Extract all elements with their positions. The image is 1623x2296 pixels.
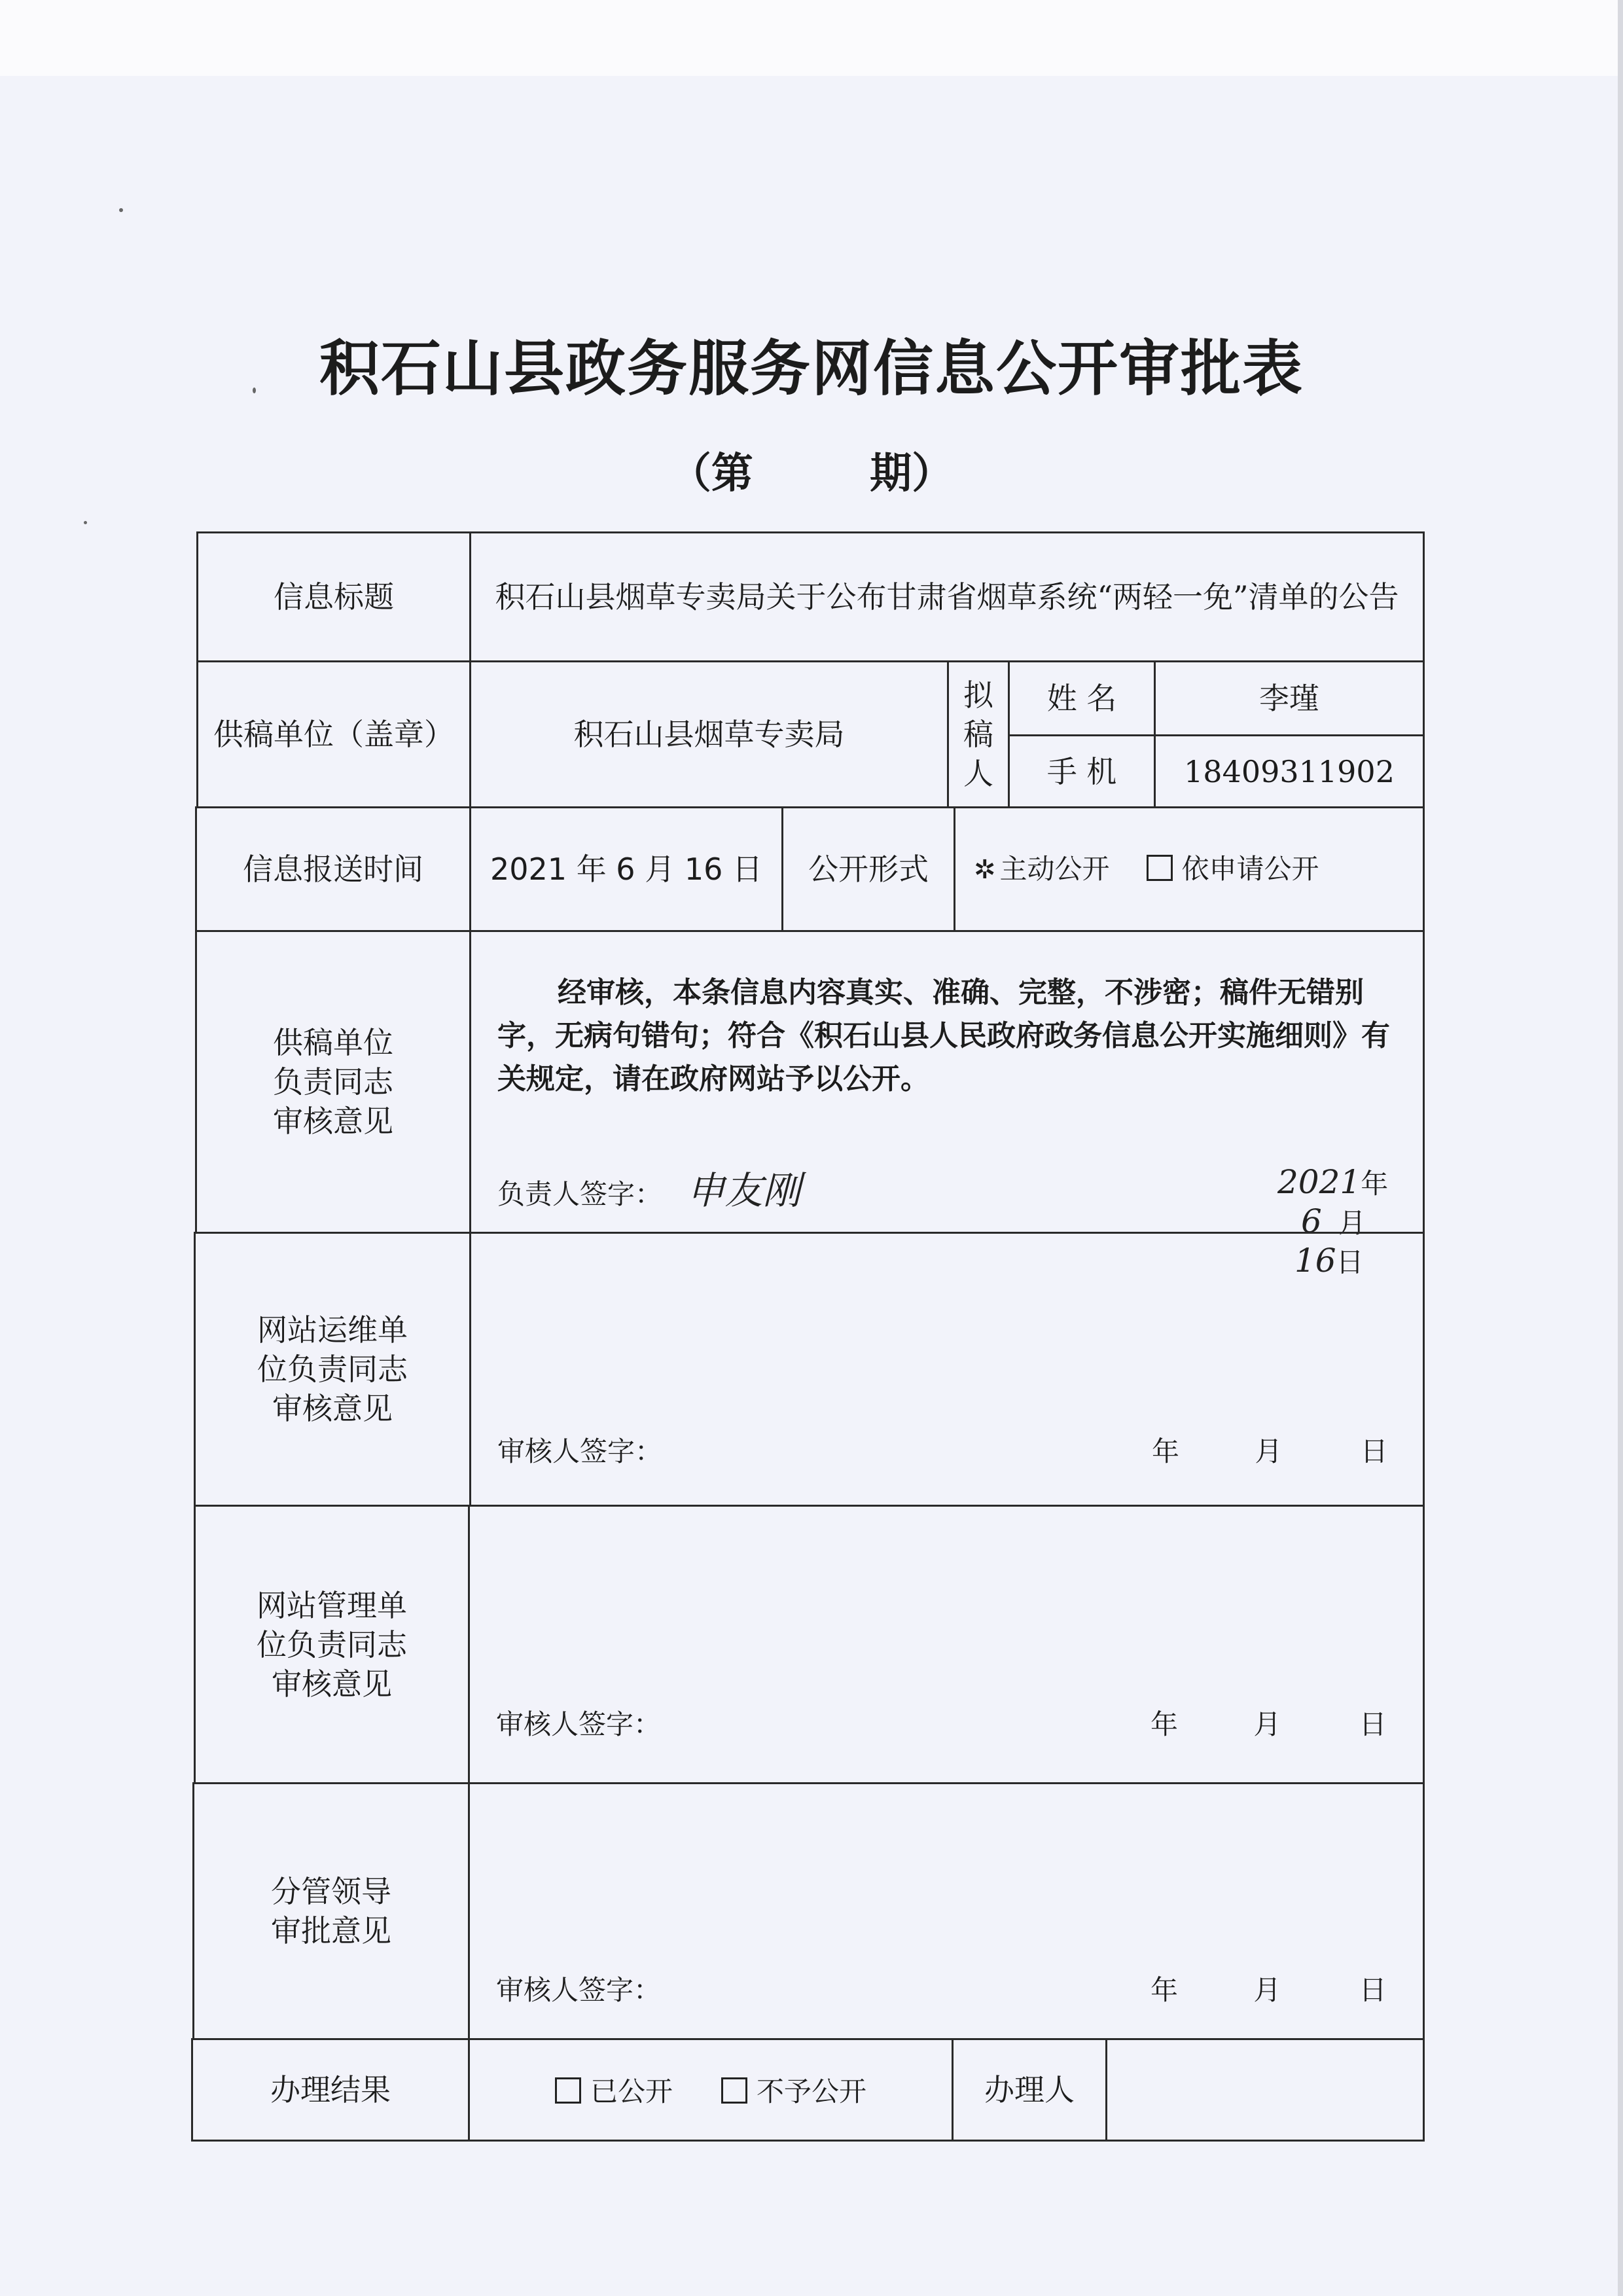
year-label: 年 bbox=[1150, 1974, 1179, 2006]
handler-label bbox=[952, 2038, 1107, 2142]
approval-form bbox=[191, 531, 1423, 2142]
supplier-opinion-box bbox=[469, 930, 1425, 1280]
supplier-opinion-label bbox=[195, 930, 471, 1234]
year-label: 年 bbox=[1361, 1168, 1389, 1200]
supplier-label-text: 供稿单位（盖章） bbox=[213, 717, 454, 752]
month-label: 月 bbox=[1253, 1974, 1281, 2006]
scan-speck bbox=[119, 208, 123, 212]
month-label: 月 bbox=[1255, 1435, 1283, 1467]
opinion-label-line: 分管领导 bbox=[271, 1874, 391, 1909]
issue-number: （第 期） bbox=[669, 450, 954, 498]
opinion-label-line: 负责同志 bbox=[273, 1064, 393, 1100]
day-label: 日 bbox=[1359, 1708, 1387, 1740]
disclosure-active-text: 主动公开 bbox=[999, 852, 1110, 885]
day-label: 日 bbox=[1360, 1435, 1388, 1467]
checkbox-icon bbox=[1147, 855, 1173, 881]
disclosure-form-label bbox=[781, 806, 955, 932]
month-label: 月 bbox=[1253, 1708, 1281, 1740]
result-not-public-text: 不予公开 bbox=[757, 2075, 867, 2108]
handler-label-text: 办理人 bbox=[984, 2072, 1075, 2108]
review-date bbox=[1150, 1969, 1387, 2008]
year-label: 年 bbox=[1150, 1708, 1179, 1740]
phone-value-text: 18409311902 bbox=[1184, 753, 1395, 789]
report-time-label bbox=[195, 806, 471, 932]
checkbox-icon bbox=[721, 2077, 747, 2104]
page-title: 积石山县政务服务网信息公开审批表 bbox=[319, 334, 1304, 404]
leader-opinion-label bbox=[192, 1782, 470, 2040]
opinion-label-line: 供稿单位 bbox=[273, 1025, 393, 1060]
scan-speck bbox=[84, 521, 87, 524]
name-value bbox=[1154, 660, 1425, 736]
mgmt-opinion-box bbox=[468, 1505, 1425, 1784]
info-title-label-text: 信息标题 bbox=[274, 579, 394, 615]
opinion-label-line: 审核意见 bbox=[272, 1666, 392, 1702]
month-label: 月 bbox=[1338, 1207, 1366, 1239]
result-public-text: 已公开 bbox=[590, 2075, 673, 2108]
supplier-opinion-text: 经审核，本条信息内容真实、准确、完整，不涉密；稿件无错别字，无病句错句；符合《积石山县人民政府政务信息公开实施细则》有关规定，请在政府网站予以公开。 bbox=[497, 976, 1390, 1096]
drafter-label bbox=[947, 660, 1010, 808]
day-label: 日 bbox=[1359, 1974, 1387, 2006]
report-time-value bbox=[469, 806, 783, 932]
sign-year: 2021 bbox=[1277, 1163, 1361, 1201]
phone-label-text: 手 机 bbox=[1046, 753, 1117, 789]
info-title-value bbox=[469, 531, 1425, 662]
reviewer-sign-label: 审核人签字： bbox=[496, 1974, 662, 2006]
gear-checkbox-icon: ✲ bbox=[974, 854, 996, 885]
result-label bbox=[191, 2038, 470, 2142]
review-date bbox=[1150, 1703, 1387, 1742]
responsible-sign-label: 负责人签字： bbox=[497, 1178, 663, 1210]
ops-opinion-box bbox=[469, 1232, 1425, 1507]
phone-value bbox=[1154, 734, 1425, 808]
day-label: 日 bbox=[1336, 1246, 1364, 1278]
ops-opinion-label bbox=[194, 1232, 471, 1507]
info-title-value-text: 积石山县烟草专卖局关于公布甘肃省烟草系统“两轻一免”清单的公告 bbox=[495, 579, 1399, 615]
year-label: 年 bbox=[1152, 1435, 1180, 1467]
mgmt-opinion-label bbox=[194, 1505, 470, 1784]
disclosure-options bbox=[954, 806, 1425, 932]
handwritten-signature: 申友刚 bbox=[687, 1168, 801, 1213]
checkbox-icon bbox=[555, 2077, 581, 2104]
opinion-label-line: 审核意见 bbox=[272, 1391, 393, 1426]
reviewer-sign-label: 审核人签字： bbox=[496, 1708, 662, 1740]
handler-value[interactable] bbox=[1105, 2038, 1425, 2142]
report-time-value-text: 2021 年 6 月 16 日 bbox=[490, 852, 762, 887]
phone-label bbox=[1008, 734, 1156, 808]
info-title-label bbox=[196, 531, 471, 662]
report-time-label-text: 信息报送时间 bbox=[243, 852, 423, 887]
supplier-value bbox=[469, 660, 949, 808]
drafter-char: 人 bbox=[963, 756, 993, 791]
name-label bbox=[1008, 660, 1156, 736]
drafter-char: 稿 bbox=[963, 717, 993, 752]
supplier-value-text: 积石山县烟草专卖局 bbox=[573, 717, 845, 752]
disclosure-request-option[interactable] bbox=[1147, 849, 1319, 889]
responsible-sign-row bbox=[497, 1160, 800, 1215]
review-date bbox=[1152, 1430, 1388, 1469]
opinion-label-line: 审核意见 bbox=[273, 1103, 393, 1139]
opinion-label-line: 位负责同志 bbox=[257, 1352, 408, 1387]
result-public-option[interactable] bbox=[555, 2070, 673, 2109]
disclosure-request-text: 依申请公开 bbox=[1181, 853, 1319, 885]
scan-top-band bbox=[0, 0, 1623, 76]
opinion-label-line: 网站运维单 bbox=[257, 1312, 408, 1348]
opinion-label-line: 位负责同志 bbox=[257, 1626, 407, 1662]
disclosure-form-label-text: 公开形式 bbox=[808, 852, 929, 887]
opinion-label-line: 审批意见 bbox=[271, 1913, 391, 1948]
name-value-text: 李瑾 bbox=[1259, 681, 1319, 716]
sign-day: 16 bbox=[1294, 1242, 1336, 1280]
result-label-text: 办理结果 bbox=[270, 2072, 391, 2108]
supplier-label bbox=[196, 660, 471, 808]
sign-month: 6 bbox=[1301, 1202, 1322, 1240]
reviewer-sign-label: 审核人签字： bbox=[497, 1435, 663, 1467]
leader-opinion-box bbox=[468, 1782, 1425, 2040]
disclosure-active-option[interactable] bbox=[974, 849, 1110, 890]
result-not-public-option[interactable] bbox=[721, 2070, 866, 2109]
result-options bbox=[468, 2038, 954, 2142]
opinion-label-line: 网站管理单 bbox=[257, 1587, 407, 1623]
drafter-char: 拟 bbox=[963, 677, 993, 713]
name-label-text: 姓 名 bbox=[1046, 681, 1117, 716]
